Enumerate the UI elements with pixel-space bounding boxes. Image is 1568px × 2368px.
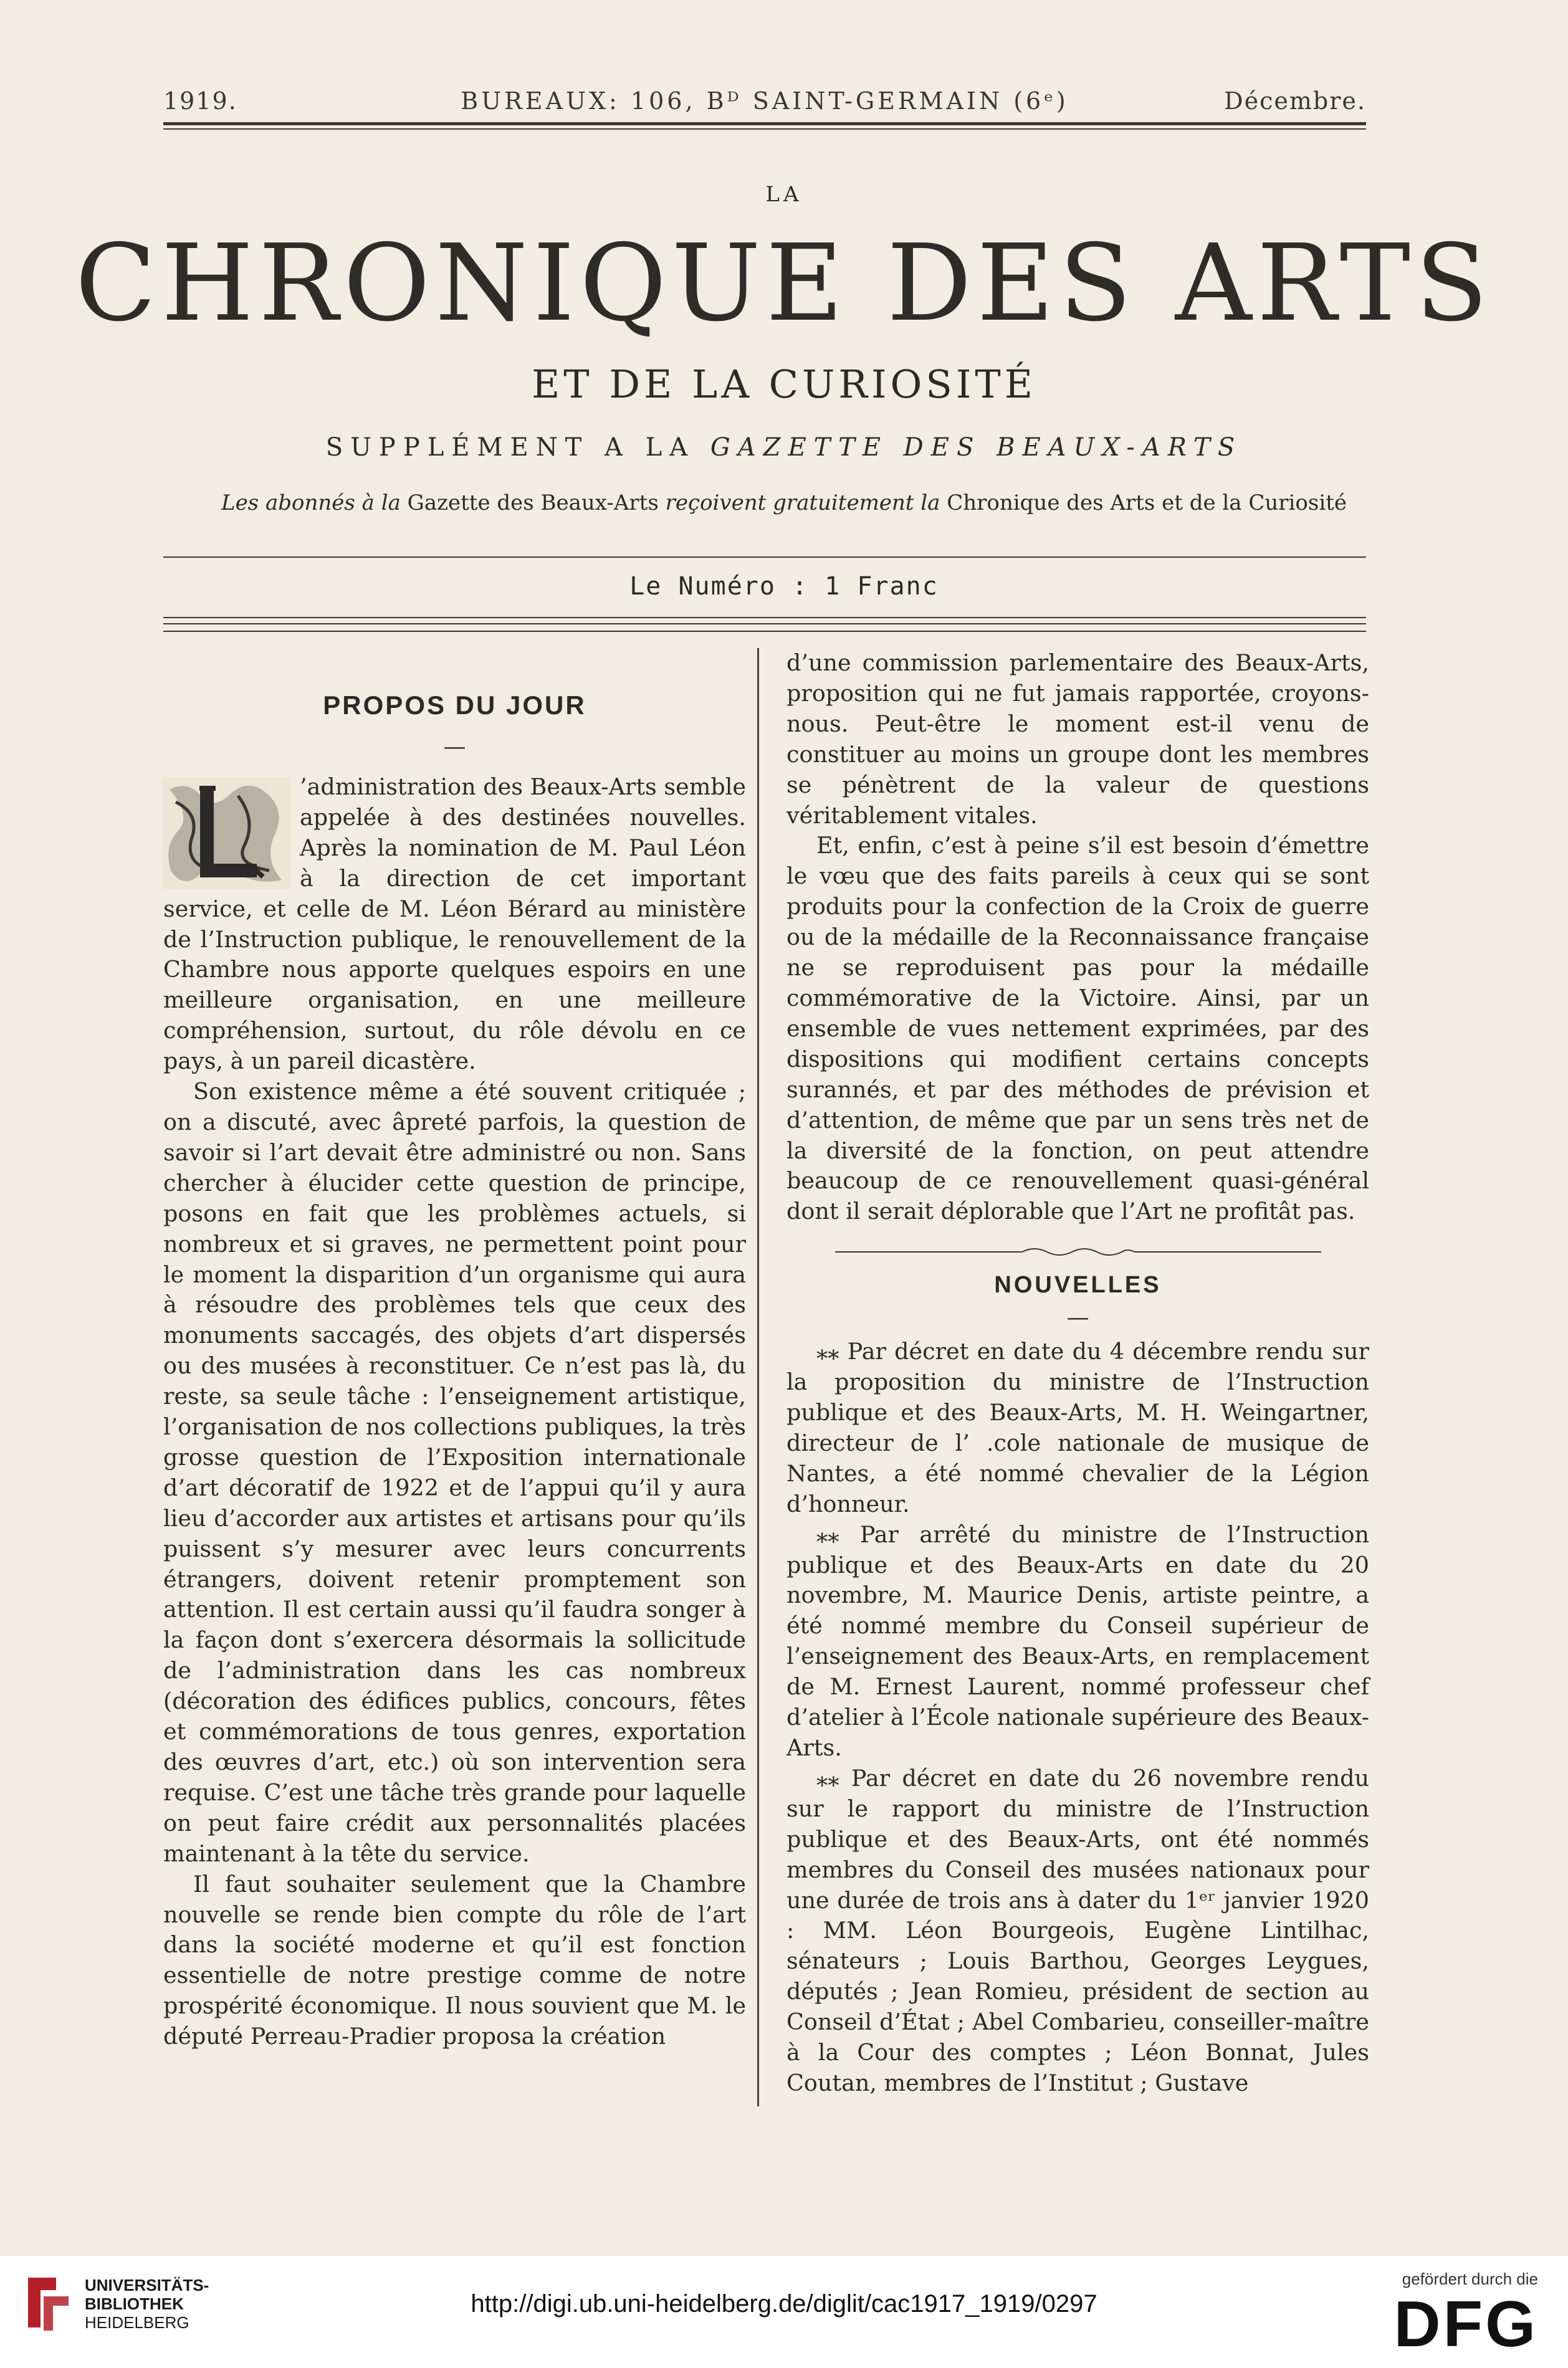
propos-dash: —: [443, 734, 466, 760]
supplement-journal: GAZETTE DES BEAUX-ARTS: [710, 433, 1243, 462]
price-rule-bottom-1: [163, 617, 1366, 618]
price-rule-bottom-2: [163, 623, 1366, 624]
section-ornament-icon: [835, 1244, 1321, 1259]
abonnes-part-4: Chronique des Arts et de la Curiosité: [947, 490, 1347, 515]
abonnes-part-1: Les abonnés à la: [221, 490, 401, 515]
digitization-footer: [0, 2256, 1568, 2368]
running-head-month: Décembre.: [1224, 87, 1366, 115]
masthead-subscribers-note: [0, 490, 1568, 515]
header-rule-thick: [163, 122, 1366, 125]
masthead-supplement: [0, 433, 1568, 462]
news-item-1: ⁎⁎ Par décret en date du 4 décembre rendu sur la proposition du ministre de l’Instruction publique et des Beaux-Arts, M. H. Weingartner, directeur de l’ .cole nationale de musique de Nantes, a été nommé chevalier de la Légion d’honneur.: [786, 1338, 1369, 1517]
running-head-year: 1919.: [163, 87, 237, 115]
running-head: [163, 87, 1366, 122]
masthead-title: CHRONIQUE DES ARTS: [75, 222, 1493, 345]
uni-line-1: UNIVERSITÄTS-: [85, 2276, 209, 2294]
running-head-address: BUREAUX: 106, Bᴰ SAINT-GERMAIN (6ᵉ): [461, 87, 1069, 115]
propos-paragraph-2: Son existence même a été souvent critiquée ; on a discuté, avec âpreté parfois, la question de savoir si l’art devait être administré ou non. Sans chercher à élucider cette question de principe, posons en fait que les problèmes actuels, si nombreux et si graves, ne permettent point pour le moment la disparition d’un organisme qui aura à résoudre des problèmes tels que ceux des monuments saccagés, des objets d’art dispersés ou des musées à reconstituer. Ce n’est pas là, du reste, sa seule tâche : l’enseignement artistique, l’organisation de nos collections publiques, la très grosse question de l’Exposition internationale d’art décoratif de 1922 et de l’appui qu’il y aura lieu d’accorder aux artistes et artisans pour qu’ils puissent s’y mesurer avec leurs concurrents étrangers, doivent retenir promptement son attention. Il est certain aussi qu’il faudra songer à la façon dont s’exercera désormais la sollicitude de l’administration dans les cas nombreux (décoration des édifices publics, concours, fêtes et commémorations de tous genres, exportation des œuvres d’art, etc.) où son intervention sera requise. C’est une tâche très grande pour laquelle on peut faire crédit aux personnalités placées maintenant à la tête du service.: [163, 1078, 746, 1867]
masthead-subtitle: ET DE LA CURIOSITÉ: [532, 361, 1036, 407]
drop-cap-l-icon: [163, 777, 291, 889]
source-url-link[interactable]: http://digi.ub.uni-heidelberg.de/diglit/cac1917_1919/0297: [471, 2290, 1097, 2318]
right-column: [786, 648, 1369, 2099]
news-item-2: ⁎⁎ Par arrêté du ministre de l’Instruction publique et des Beaux-Arts en date du 20 novembre, M. Maurice Denis, artiste peintre, a été nommé membre du Conseil supérieur de l’enseignement des Beaux-Arts, en remplacement de M. Ernest Laurent, nommé professeur chef d’atelier à l’École nationale supérieure des Beaux-Arts.: [786, 1521, 1369, 1761]
column-divider: [757, 648, 759, 2106]
abonnes-part-2: Gazette des Beaux-Arts: [407, 490, 659, 515]
nouvelles-dash: —: [1066, 1305, 1089, 1331]
uni-line-2: BIBLIOTHEK: [85, 2294, 184, 2313]
propos-continued-2: Et, enfin, c’est à peine s’il est besoin d’émettre le vœu que des faits pareils à ceux qui se sont produits pour la confection de la Croix de guerre ou de la médaille de la Reconnaissance française ne se reproduisent pas pour la médaille commémorative de la Victoire. Ainsi, par un ensemble de vues nettement exprimées, par des dispositions qui modifient certains concepts surannés, et par des méthodes de prévision et d’attention, de même que par un sens très net de la diversité de la fonction, on peut attendre beaucoup de ce renouvellement quasi-général dont il serait déplorable que l’Art ne profitât pas.: [786, 832, 1369, 1225]
dfg-caption: gefördert durch die: [1402, 2270, 1538, 2288]
uni-line-3: HEIDELBERG: [85, 2313, 189, 2332]
abonnes-part-3: reçoivent gratuitement la: [665, 490, 940, 515]
left-column: [163, 648, 746, 2052]
dfg-logo: DFG: [1394, 2288, 1538, 2361]
price-rule-top: [163, 556, 1366, 558]
price-rule-bottom-3: [163, 631, 1366, 632]
supplement-prefix: SUPPLÉMENT A LA: [325, 433, 696, 462]
issue-price: Le Numéro : 1 Franc: [629, 572, 939, 601]
propos-heading: PROPOS DU JOUR: [323, 690, 586, 720]
news-item-3: ⁎⁎ Par décret en date du 26 novembre rendu sur le rapport du ministre de l’Instruction publique et des Beaux-Arts, ont été nommés membres du Conseil des musées nationaux pour une durée de trois ans à dater du 1ᵉʳ janvier 1920 : MM. Léon Bourgeois, Eugène Lintilhac, sénateurs ; Louis Barthou, Georges Leygues, députés ; Jean Romieu, président de section au Conseil d’État ; Abel Combarieu, conseiller-maître à la Cour des comptes ; Léon Bonnat, Jules Coutan, membres de l’Institut ; Gustave: [786, 1764, 1369, 2096]
propos-paragraph-1: ’administration des Beaux-Arts semble appelée à des destinées nouvelles. Après la nomination de M. Paul Léon à la direction de cet important service, et celle de M. Léon Bérard au ministère de l’Instruction publique, le renouvellement de la Chambre nous apporte quelques espoirs en une meilleure organisation, en une meilleure compréhension, surtout, du rôle dévolu en ce pays, à un pareil dicastère.: [163, 773, 746, 1075]
header-rule-thin: [163, 128, 1366, 130]
nouvelles-heading: NOUVELLES: [994, 1272, 1162, 1299]
propos-paragraph-3: Il faut souhaiter seulement que la Chambre nouvelle se rende bien compte du rôle de l’art dans la société moderne et qu’il est fonction essentielle de notre prestige comme de notre prospérité économique. Il nous souvient que M. le député Perreau-Pradier proposa la création: [163, 1870, 746, 2050]
propos-continued-1: d’une commission parlementaire des Beaux-Arts, proposition qui ne fut jamais rapportée, croyons-nous. Peut-être le moment est-il venu de constituer au moins un groupe dont les membres se pénètrent de la valeur de questions véritablement vitales.: [786, 649, 1369, 829]
masthead-la: LA: [765, 182, 803, 207]
